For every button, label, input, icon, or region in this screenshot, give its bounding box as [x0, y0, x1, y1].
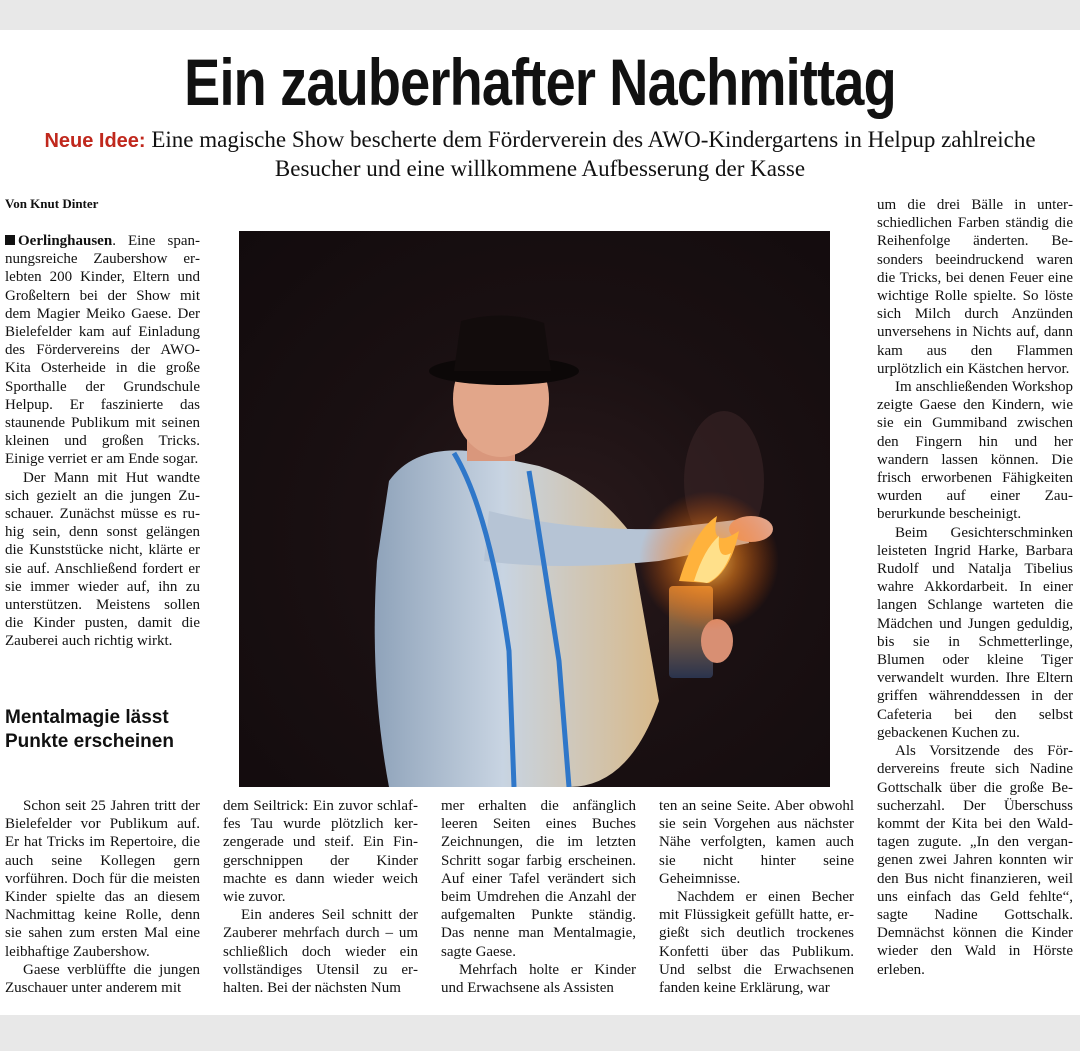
dateline-square-icon [5, 235, 15, 245]
lead-paragraph [5, 232, 200, 469]
bottom-column-4 [659, 797, 854, 997]
left-column [5, 232, 200, 651]
subheadline [20, 126, 1060, 183]
paragraph: Der Mann mit Hut wandte sich gezielt an die jungen Zuschauer. Zunächst müsse es ruhig sein, denn sonst gelängen die Kunststücke nicht, klärte er sie auf. Anschließend fordert er sie immer wieder auf, ihn zu unterstützen. Meistens sollen die Kinder pusten, damit die Zauberei auch richtig wirkt. [5, 469, 200, 650]
paragraph: Als Vorsitzende des Fördervereins freute sich Nadine Gottschalk über die große Besucherzahl. Der Überschuss kommt der Kita bei den Waldtagen zugute. „In den vergangenen zwei Jahren konnten wir den Bus nicht finanzieren, weil uns einfach das Geld fehlte“, sagte Nadine Gottschalk. Demnächst können die Kinder wieder den Wald in Hörste erleben. [877, 743, 1073, 978]
paragraph: ten an seine Seite. Aber obwohl sie sein Vorgehen aus nächster Nähe verfolgten, kamen auch sie nicht hinter seine Geheimnisse. [659, 798, 854, 887]
paragraph: dem Seiltrick: Ein zuvor schlaffes Tau wurde plötzlich kerzengerade und steif. Ein Fingerschnippen der Kinder machte es dann wieder weich wie zuvor. [223, 798, 418, 906]
magician-illustration [239, 231, 830, 787]
newspaper-page [0, 30, 1080, 1015]
byline: Von Knut Dinter [5, 196, 99, 211]
paragraph: um die drei Bälle in unterschiedlichen Farben ständig die Reihenfolge änderten. Besonders beeindruckend waren die Tricks, bei denen Feuer eine wichtige Rolle spielte. So löste sich Milch durch Anzünden unversehens in Nichts auf, dann kam aus den Flammen urplötzlich ein Kästchen hervor. [877, 197, 1073, 377]
paragraph: Ein anderes Seil schnitt der Zauberer mehrfach durch – um schließlich doch wieder ein vollständiges Utensil zu erhalten. Bei der nächsten Num [223, 907, 418, 997]
paragraph: Nachdem er einen Becher mit Flüssigkeit gefüllt hatte, ergießt sich deutlich trockenes Konfetti über das Publikum. Und selbst die Erwachsenen fanden keine Erklärung, war [659, 889, 854, 997]
subhead-text: Eine magische Show bescherte dem Förderverein des AWO-Kindergartens in Helpup zahlreiche Besucher und eine willkommene Aufbesserung der Kasse [151, 127, 1036, 181]
paragraph: Mehrfach holte er Kinder und Erwachsene als Assisten [441, 961, 636, 997]
paragraph: Im anschließenden Workshop zeigte Gaese den Kindern, wie sie ein Gummiband zwischen den Fingern hin und her wandern lassen können. Die frisch erworbenen Fähigkeiten wurden auf einer Zauberurkunde bescheinigt. [877, 379, 1073, 523]
bottom-column-3 [441, 797, 636, 997]
kicker: Neue Idee: [44, 130, 146, 152]
headline: Ein zauberhafter Nachmittag [184, 45, 896, 119]
paragraph: Schon seit 25 Jahren tritt der Bielefelder vor Publikum auf. Er hat Tricks im Repertoire, die auch seine Kollegen gern vorführen. Doch für die meisten Kinder spielte das an diesem Nachmittag keine Rolle, denn sie sahen zum ersten Mal eine leibhaftige Zaubershow. [5, 798, 200, 960]
paragraph: Beim Gesichterschminken leisteten Ingrid Harke, Barbara Rudolf und Natalja Tibelius wahre Akkordarbeit. In einer langen Schlange warteten die Mädchen und Jungen geduldig, bis sie in Schmetterlinge, Blumen oder kleine Tiger verwandelt wurden. Ihre Eltern griffen währenddessen in der Cafeteria bei den selbst gebackenen Kuchen zu. [877, 524, 1073, 741]
section-subtitle: Mentalmagie lässt Punkte erscheinen [5, 707, 174, 752]
paragraph-text: . Eine spannungsreiche Zaubershow erlebten 200 Kinder, Eltern und Großeltern bei der Show mit dem Magier Meiko Gaese. Der Bielefelder kam auf Einladung des Fördervereins der AWO-Kita Osterheide in die große Sporthalle der Grundschule Helpup. Er faszinierte das staunende Publikum mit seinen kleinen und großen Tricks. Einige verriet er am Ende sogar. [5, 233, 200, 468]
article-photo [239, 231, 830, 787]
dateline: Oerlinghausen [18, 233, 113, 249]
paragraph: Gaese verblüffte die jungen Zuschauer unter anderem mit [5, 961, 200, 997]
right-column [877, 196, 1073, 979]
bottom-column-2 [223, 797, 418, 997]
paragraph: mer erhalten die anfänglich leeren Seiten eines Buches Zeichnungen, die im letzten Schritt sogar farbig erscheinen. Auf einer Tafel verändert sich beim Umdrehen die Anzahl der aufgemalten Punkte ständig. Das nenne man Mentalmagie, sagte Gaese. [441, 798, 636, 960]
bottom-column-1 [5, 797, 200, 997]
